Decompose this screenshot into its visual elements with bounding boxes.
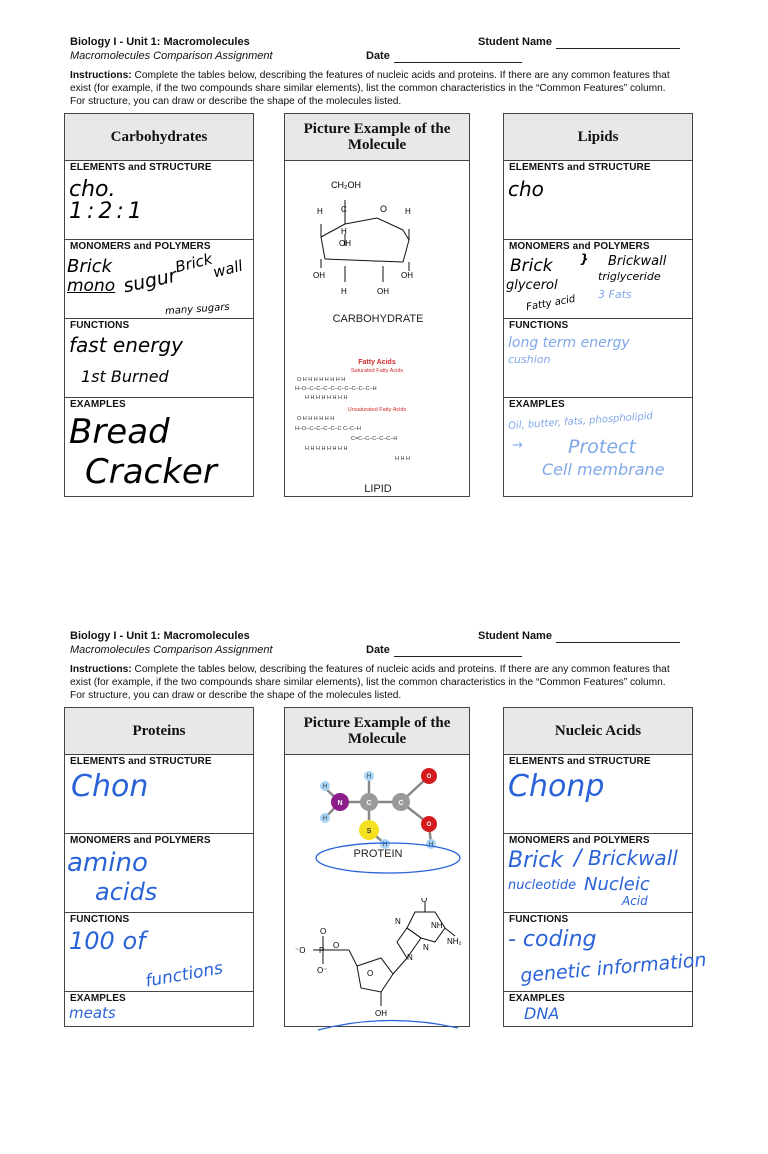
row-label-functions: FUNCTIONS bbox=[70, 320, 130, 331]
atom-o-label: O bbox=[380, 204, 388, 214]
atom-o-label: O bbox=[421, 898, 428, 904]
nucleic-monomers-row[interactable] bbox=[504, 834, 692, 913]
instructions bbox=[70, 663, 680, 702]
row-label-functions: FUNCTIONS bbox=[509, 914, 569, 925]
worksheet-title: Biology I - Unit 1: Macromolecules bbox=[70, 630, 250, 642]
carb-elements-answer-2: 1:2:1 bbox=[69, 199, 146, 224]
row-label-elements: ELEMENTS and STRUCTURE bbox=[509, 756, 651, 767]
worksheet-page-1 bbox=[0, 0, 768, 560]
row-label-elements: ELEMENTS and STRUCTURE bbox=[509, 162, 651, 173]
instructions bbox=[70, 69, 680, 108]
student-name-label: Student Name bbox=[478, 630, 552, 642]
student-name-field[interactable] bbox=[478, 35, 680, 49]
atom-o-minus-label: ⁻O bbox=[295, 946, 306, 955]
date-field[interactable] bbox=[366, 49, 522, 63]
atom-h-label: H bbox=[405, 207, 411, 216]
carb-functions-answer-2: 1st Burned bbox=[81, 367, 169, 386]
carb-elements-answer-1: cho. bbox=[69, 177, 116, 202]
nucleotide-caption-circle bbox=[313, 1014, 463, 1034]
instructions-label: Instructions: bbox=[70, 70, 132, 81]
row-label-monomers: MONOMERS and POLYMERS bbox=[509, 835, 650, 846]
atom-n-label: N bbox=[423, 943, 429, 952]
protein-monomers-answer-2: acids bbox=[95, 878, 158, 906]
chain-row-text: H–O–C–C–C–C–C–C–C–C–C–H bbox=[295, 386, 377, 392]
carbohydrates-table bbox=[64, 113, 254, 497]
lipid-elements-row[interactable] bbox=[504, 161, 692, 240]
unsaturated-chain bbox=[295, 416, 410, 462]
carb-monomers-answer-1: Brick bbox=[67, 256, 113, 277]
atom-o-label: O bbox=[333, 941, 340, 950]
picture-example-header-2: Picture Example of the Molecule bbox=[285, 708, 469, 755]
atom-oh-label: OH bbox=[339, 239, 351, 248]
nucleic-examples-answer-1: DNA bbox=[524, 1004, 560, 1023]
atom-n-label: N bbox=[407, 953, 413, 962]
atom-c-label: C bbox=[341, 205, 347, 214]
atom-h-label: H bbox=[341, 227, 347, 236]
worksheet-page-2 bbox=[0, 594, 768, 1154]
row-label-functions: FUNCTIONS bbox=[509, 320, 569, 331]
lipid-monomers-answer-1: Brick bbox=[510, 256, 553, 276]
nucleic-acids-table bbox=[503, 707, 708, 1027]
saturated-label: Saturated Fatty Acids bbox=[350, 368, 404, 374]
oxygen-symbol: O bbox=[426, 822, 432, 828]
carb-functions-row[interactable] bbox=[65, 319, 253, 398]
instructions-text: Complete the tables below, describing the features of nucleic acids and proteins. If there are any common features that exist (for example, if the two compounds share similar elements), list the common characteristics in the “Common Features” column. For structure, you can draw or describe the shape of the molecules listed. bbox=[70, 664, 670, 701]
carb-monomers-answer-4: Brick bbox=[173, 249, 215, 277]
atom-o-minus-label: O⁻ bbox=[317, 966, 328, 975]
protein-monomers-answer-1: amino bbox=[67, 848, 148, 878]
atom-p-label: P bbox=[319, 946, 325, 955]
carbon-symbol: C bbox=[366, 800, 372, 807]
lipid-functions-answer-1: long term energy bbox=[508, 335, 630, 351]
lipid-examples-answer-1: Oil, butter, fats, phospholipid bbox=[507, 410, 654, 433]
chain-row-text: H H H H H H H H bbox=[305, 446, 348, 452]
instructions-label: Instructions: bbox=[70, 664, 132, 675]
row-label-monomers: MONOMERS and POLYMERS bbox=[70, 241, 211, 252]
chain-row-text: H H H bbox=[395, 456, 410, 462]
chain-row-text: H–O–C–C–C–C–C C–C–H bbox=[295, 426, 362, 432]
atom-h-label: H bbox=[341, 287, 347, 296]
atom-o-label: O bbox=[367, 969, 374, 978]
row-label-monomers: MONOMERS and POLYMERS bbox=[70, 835, 211, 846]
carb-monomers-answer-6: many sugars bbox=[164, 301, 230, 318]
protein-functions-answer-1: 100 of bbox=[69, 927, 146, 955]
glucose-structure-image bbox=[285, 174, 469, 324]
atom-oh-label: OH bbox=[313, 271, 325, 280]
fatty-acids-image bbox=[285, 354, 469, 474]
protein-examples-answer-1: meats bbox=[69, 1004, 116, 1022]
worksheet-title: Biology I - Unit 1: Macromolecules bbox=[70, 36, 250, 48]
chain-row-text: C=C–C–C–C–C–H bbox=[351, 436, 398, 442]
atom-h-label: H bbox=[317, 207, 323, 216]
lipids-table bbox=[503, 113, 693, 497]
arrow-icon: → bbox=[512, 438, 523, 453]
carbohydrates-header: Carbohydrates bbox=[65, 114, 253, 161]
row-label-elements: ELEMENTS and STRUCTURE bbox=[70, 756, 212, 767]
lipid-monomers-answer-6: 3 Fats bbox=[598, 288, 632, 301]
atom-nh-label: NH bbox=[431, 921, 443, 930]
date-field[interactable] bbox=[366, 643, 522, 657]
carb-monomers-row[interactable] bbox=[65, 240, 253, 319]
lipid-elements-answer-1: cho bbox=[508, 177, 544, 201]
hydrogen-symbol: H bbox=[366, 774, 372, 780]
date-label: Date bbox=[366, 50, 390, 62]
row-label-examples: EXAMPLES bbox=[70, 399, 126, 410]
nucleotide-structure-image bbox=[285, 898, 469, 1028]
carb-monomers-answer-3: sugur bbox=[121, 264, 179, 298]
lipid-monomers-answer-4: Brickwall bbox=[608, 254, 667, 269]
atom-oh-label: OH bbox=[377, 287, 389, 296]
carb-examples-answer-1: Bread bbox=[69, 412, 170, 452]
hydrogen-symbol: H bbox=[322, 784, 328, 790]
lipid-examples-row[interactable] bbox=[504, 398, 692, 497]
lipid-monomers-answer-2: glycerol bbox=[506, 278, 558, 293]
proteins-table bbox=[64, 707, 254, 1027]
nucleic-functions-answer-2: genetic information bbox=[519, 948, 708, 988]
lipid-monomers-brace: } bbox=[580, 252, 589, 266]
protein-caption: PROTEIN bbox=[353, 848, 403, 860]
nucleic-monomers-answer-4: Nucleic bbox=[584, 874, 650, 895]
lipid-examples-answer-2: Protect bbox=[568, 436, 636, 458]
atom-nh2-label: NH₂ bbox=[447, 937, 462, 946]
protein-examples-row[interactable] bbox=[65, 992, 253, 1028]
nucleic-examples-row[interactable] bbox=[504, 992, 692, 1028]
worksheet-subtitle: Macromolecules Comparison Assignment bbox=[70, 50, 273, 62]
carb-examples-answer-2: Cracker bbox=[85, 452, 217, 492]
picture-example-header-1: Picture Example of the Molecule bbox=[285, 114, 469, 161]
date-line[interactable] bbox=[394, 51, 522, 63]
carb-examples-row[interactable] bbox=[65, 398, 253, 497]
hydrogen-symbol: H bbox=[382, 842, 388, 848]
chain-row-text: O H H H H H H H H bbox=[297, 377, 346, 383]
nucleic-functions-row[interactable] bbox=[504, 913, 708, 992]
protein-functions-row[interactable] bbox=[65, 913, 253, 992]
nucleic-monomers-answer-3: nucleotide bbox=[508, 878, 577, 893]
carb-monomers-answer-5: wall bbox=[211, 256, 245, 282]
instructions-text: Complete the tables below, describing the features of nucleic acids and proteins. If there are any common features that exist (for example, if the two compounds share similar elements), list the common characteristics in the “Common Features” column. For structure, you can draw or describe the shape of the molecules listed. bbox=[70, 70, 670, 107]
carb-monomers-answer-2: mono bbox=[67, 276, 116, 296]
unsaturated-label: Unsaturated Fatty Acids bbox=[347, 407, 407, 413]
nucleic-monomers-divider: / bbox=[574, 846, 582, 871]
lipid-monomers-answer-5: triglyceride bbox=[598, 270, 661, 283]
ch2oh-label: CH₂OH bbox=[331, 180, 361, 190]
chain-row-text: H H H H H H H H bbox=[305, 395, 348, 401]
student-name-line[interactable] bbox=[556, 631, 680, 643]
carbon-symbol: C bbox=[398, 800, 404, 807]
date-line[interactable] bbox=[394, 645, 522, 657]
student-name-line[interactable] bbox=[556, 37, 680, 49]
picture-example-table-1 bbox=[284, 113, 470, 497]
nucleic-elements-answer-1: Chonp bbox=[508, 769, 605, 804]
lipid-functions-answer-2: cushion bbox=[508, 353, 551, 366]
worksheet-subtitle: Macromolecules Comparison Assignment bbox=[70, 644, 273, 656]
nucleic-monomers-answer-2: Brickwall bbox=[588, 846, 678, 870]
row-label-examples: EXAMPLES bbox=[70, 993, 126, 1004]
sulfur-symbol: S bbox=[366, 828, 372, 835]
oxygen-symbol: O bbox=[426, 774, 432, 780]
picture-example-table-2 bbox=[284, 707, 470, 1027]
lipid-examples-answer-3: Cell membrane bbox=[542, 460, 665, 479]
carb-functions-answer-1: fast energy bbox=[69, 333, 183, 357]
atom-oh-label: OH bbox=[401, 271, 413, 280]
hydrogen-symbol: H bbox=[322, 816, 328, 822]
row-label-monomers: MONOMERS and POLYMERS bbox=[509, 241, 650, 252]
nucleic-monomers-answer-5: Acid bbox=[622, 894, 648, 908]
atom-oh-label: OH bbox=[375, 1009, 387, 1018]
protein-elements-answer-1: Chon bbox=[71, 769, 149, 804]
carb-elements-row[interactable] bbox=[65, 161, 253, 240]
lipid-caption: LIPID bbox=[364, 483, 392, 495]
lipid-monomers-answer-3: Fatty acid bbox=[525, 293, 577, 314]
row-label-elements: ELEMENTS and STRUCTURE bbox=[70, 162, 212, 173]
atom-o-label: O bbox=[320, 927, 327, 936]
nitrogen-symbol: N bbox=[337, 800, 343, 807]
lipid-functions-row[interactable] bbox=[504, 319, 692, 398]
fatty-acids-title: Fatty Acids bbox=[358, 359, 396, 366]
row-label-functions: FUNCTIONS bbox=[70, 914, 130, 925]
nucleic-acids-header: Nucleic Acids bbox=[504, 708, 692, 755]
row-label-examples: EXAMPLES bbox=[509, 399, 565, 410]
nucleic-functions-answer-1: - coding bbox=[508, 927, 597, 952]
carbohydrate-caption: CARBOHYDRATE bbox=[332, 313, 424, 325]
row-label-examples: EXAMPLES bbox=[509, 993, 565, 1004]
protein-monomers-row[interactable] bbox=[65, 834, 253, 913]
date-label: Date bbox=[366, 644, 390, 656]
proteins-header: Proteins bbox=[65, 708, 253, 755]
hydrogen-symbol: H bbox=[428, 842, 434, 848]
chain-row-text: O H H H H H H bbox=[297, 416, 335, 422]
atom-n-label: N bbox=[395, 917, 401, 926]
lipid-monomers-row[interactable] bbox=[504, 240, 692, 319]
nucleic-monomers-answer-1: Brick bbox=[508, 848, 564, 873]
lipids-header: Lipids bbox=[504, 114, 692, 161]
student-name-label: Student Name bbox=[478, 36, 552, 48]
protein-elements-row[interactable] bbox=[65, 755, 253, 834]
student-name-field[interactable] bbox=[478, 629, 680, 643]
nucleic-elements-row[interactable] bbox=[504, 755, 692, 834]
saturated-chain bbox=[295, 377, 377, 401]
protein-functions-answer-2: functions bbox=[143, 958, 225, 992]
